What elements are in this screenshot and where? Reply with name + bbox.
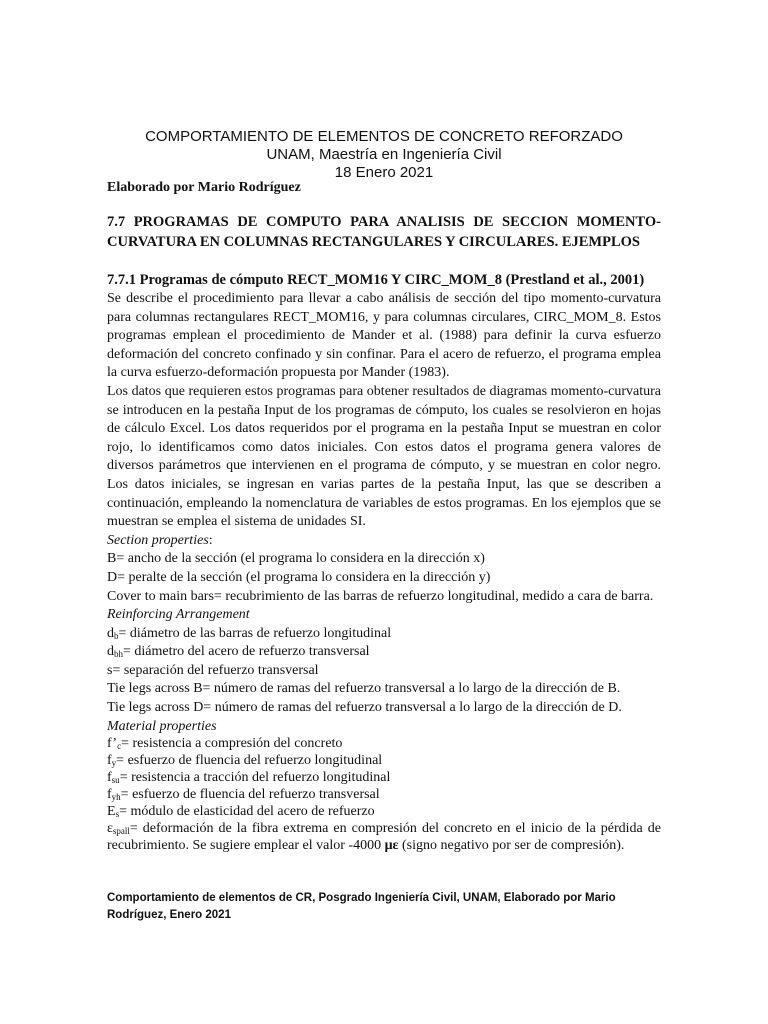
section-properties-heading: Section properties: xyxy=(107,532,213,548)
reinforcing-s: s= separación del refuerzo transversal xyxy=(107,662,319,678)
material-fc: $f’_c=$ resistencia a compresión del concreto xyxy=(107,735,343,751)
reinforcing-tie-d: Tie legs across D= número de ramas del refuerzo transversal a lo largo de la dirección de D. xyxy=(107,700,622,716)
header-title: COMPORTAMIENTO DE ELEMENTOS DE CONCRETO REFORZADO xyxy=(145,128,623,145)
property-cover: Cover to main bars= recubrimiento de las barras de refuerzo longitudinal, medido a cara de barra. xyxy=(107,588,654,604)
material-espall: $\varepsilon_{spall}=$ deformación de la fibra extrema en compresión del concreto en el inicio de la pérdida de recubrimiento. Se sugiere emplear el valor -4000 με (signo negativo por ser de compresión). xyxy=(107,820,661,853)
header-institution: UNAM, Maestría en Ingeniería Civil xyxy=(266,146,502,163)
page-footer: Comportamiento de elementos de CR, Posgrado Ingeniería Civil, UNAM, Elaborado por Mario Rodríguez, Enero 2021 xyxy=(107,892,616,921)
material-fsu: $f_{su}=$ resistencia a tracción del refuerzo longitudinal xyxy=(107,769,391,785)
section-title xyxy=(107,212,661,252)
material-es: $E_s=$ módulo de elasticidad del acero de refuerzo xyxy=(107,803,375,819)
reinforcing-heading: Reinforcing Arrangement xyxy=(107,607,250,623)
material-heading: Material properties xyxy=(107,718,217,734)
paragraph-2: Los datos que requieren estos programas para obtener resultados de diagramas momento-curvatura se introducen en la pestaña Input de los programas de cómputo, los cuales se resolvieron en hojas de cálculo Excel. Los datos requeridos por el programa en la pestaña Input se muestran en color rojo, lo identificamos como datos iniciales. Con estos datos el programa genera valores de diversos parámetros que intervienen en el programa de cómputo, y se muestran en color negro. Los datos iniciales, se ingresan en varias partes de la pestaña Input, las que se describen a continuación, empleando la nomenclatura de variables de estos programas. En los ejemplos que se muestran se emplea el sistema de unidades SI. xyxy=(107,383,661,530)
property-b: B= ancho de la sección (el programa lo considera en la dirección x) xyxy=(107,551,485,567)
section-title-line1: 7.7 PROGRAMAS DE COMPUTO PARA ANALISIS DE SECCION MOMENTO- xyxy=(107,214,661,230)
property-d: D= peralte de la sección (el programa lo considera en la dirección y) xyxy=(107,569,491,585)
material-fy: $f_y=$ esfuerzo de fluencia del refuerzo longitudinal xyxy=(107,752,383,768)
paragraph-1: Se describe el procedimiento para llevar a cabo análisis de sección del tipo momento-curvatura para columnas rectangulares RECT_MOM16, y para columnas circulares, CIRC_MOM_8. Estos programas emplean el procedimiento de Mander et al. (1988) para definir la curva esfuerzo deformación del concreto confinado y sin confinar. Para el acero de refuerzo, el programa emplea la curva esfuerzo-deformación propuesta por Mander (1983). xyxy=(107,291,661,381)
section-title-line2: CURVATURA EN COLUMNAS RECTANGULARES Y CIRCULARES. EJEMPLOS xyxy=(107,234,640,250)
author-line: Elaborado por Mario Rodríguez xyxy=(107,180,301,195)
body-text xyxy=(107,290,661,854)
subsection-title: 7.7.1 Programas de cómputo RECT_MOM16 Y CIRC_MOM_8 (Prestland et al., 2001) xyxy=(107,272,645,288)
reinforcing-dbh: $d_{bh}=$ diámetro del acero de refuerzo transversal xyxy=(107,644,370,660)
reinforcing-db: $d_b=$ diámetro de las barras de refuerzo longitudinal xyxy=(107,625,392,641)
material-fyh: $f_{yh}=$ esfuerzo de fluencia del refuerzo transversal xyxy=(107,786,380,802)
header-date: 18 Enero 2021 xyxy=(334,164,434,181)
reinforcing-tie-b: Tie legs across B= número de ramas del refuerzo transversal a lo largo de la dirección de B. xyxy=(107,681,621,697)
